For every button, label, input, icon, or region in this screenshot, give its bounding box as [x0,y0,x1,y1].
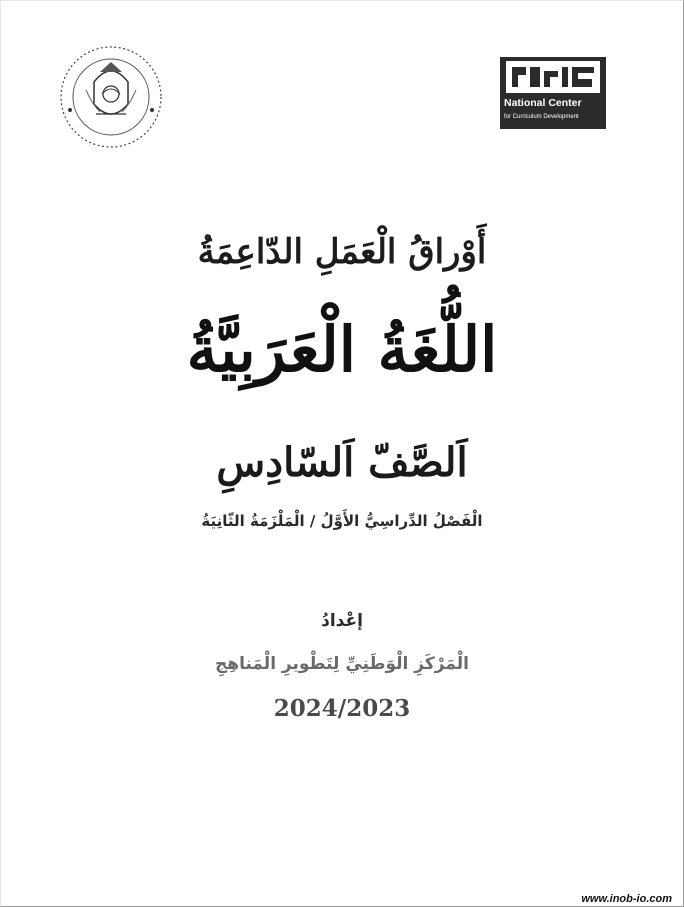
nccd-subtitle-en: for Curriculum Development [504,114,579,120]
nccd-logo-icon [500,57,606,129]
semester-line: الْفَصْلُ الدِّراسِيُّ الأَوَّلُ / الْمَلْزَمَةُ الثّانِيَةُ [201,512,483,530]
grade-title: اَلصَّفّ اَلسّادِسِ [216,439,468,486]
nccd-arabic-mark-icon [506,61,600,93]
prepared-by-label: إعْدادُ [321,611,363,631]
site-watermark: www.inob-io.com [581,893,672,905]
nccd-name-en: National Center [504,97,582,109]
ministry-emblem-icon [56,42,166,152]
organization-name: الْمَرْكَزِ الْوَطَنِيِّ لِتَطْويرِ الْمَناهِجِ [215,654,469,674]
subject-title: اللُّغَةُ الْعَرَبِيَّةُ [186,313,498,386]
academic-year: 2024/2023 [273,695,411,722]
worksheets-title: أَوْراقُ الْعَمَلِ الدّاعِمَةُ [197,232,487,272]
